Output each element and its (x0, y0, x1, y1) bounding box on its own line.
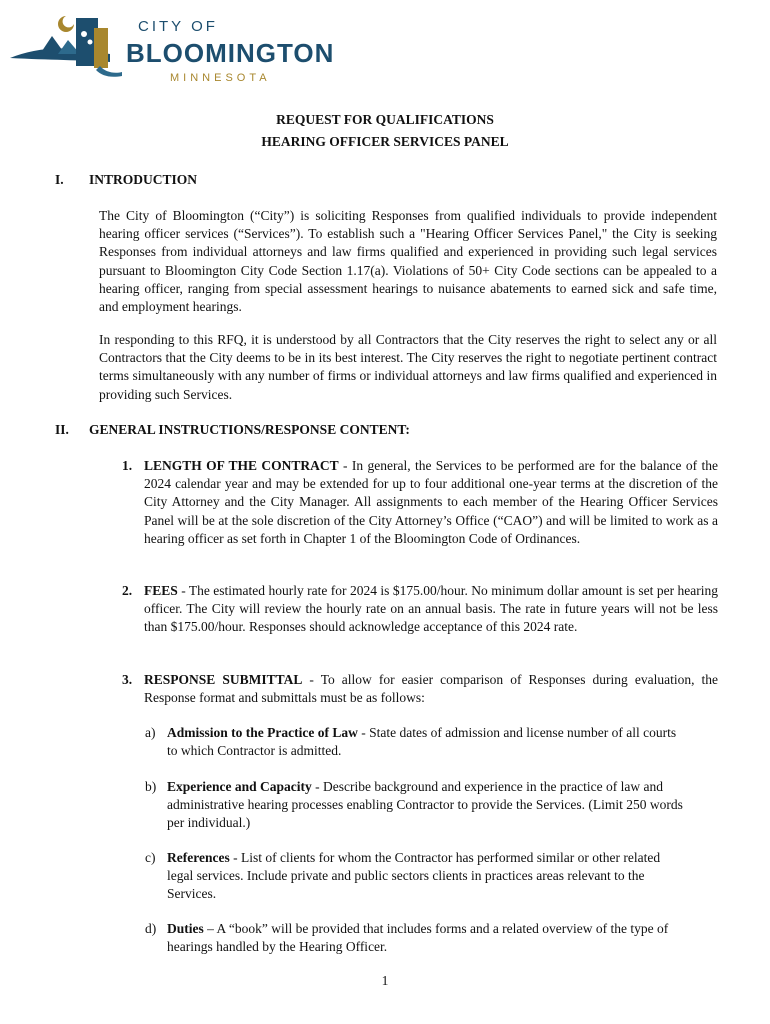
document-title: REQUEST FOR QUALIFICATIONS (276, 112, 494, 127)
subitem-references (145, 849, 685, 904)
document-subtitle: HEARING OFFICER SERVICES PANEL (261, 134, 509, 149)
subitem-letter: b) (145, 779, 157, 794)
bloomington-emblem-icon (10, 10, 125, 80)
list-item-label: LENGTH OF THE CONTRACT (144, 458, 339, 473)
list-item-contract-length (122, 457, 718, 548)
subitem-label: Duties (167, 921, 204, 936)
subitem-letter: c) (145, 850, 156, 865)
list-item-number: 1. (122, 458, 133, 473)
list-item-number: 3. (122, 672, 133, 687)
subitem-admission (145, 724, 685, 760)
list-item-fees (122, 582, 718, 637)
subitem-text: - State dates of admission and license number of all courts to which Contractor is admitted. (167, 725, 677, 759)
list-item-response-submittal (122, 671, 718, 707)
intro-paragraph-1: The City of Bloomington (“City”) is soliciting Responses from qualified individuals to provide independent hearing officer services (“Services”). To establish such a "Hearing Officer Services Panel," the City is seeking Responses from individual attorneys and law firms qualified and experienced in providing such legal services pursuant to Bloomington City Code Section 1.17(a). Violations of 50+ City Code sections can be appealed to a hearing officer, ranging from special assessment hearings to nuisance abatements to earned sick and safe time, and employment hearings. (99, 208, 717, 315)
subitem-label: Admission to the Practice of Law (167, 725, 358, 740)
intro-paragraph-2: In responding to this RFQ, it is understood by all Contractors that the City reserves the right to select any or all Contractors that the City deems to be in its best interest. The City reserves the right to negotiate pertinent contract terms simultaneously with any number of firms or individual attorneys and law firms qualified and experienced in providing such Services. (99, 332, 717, 402)
subitem-text: - List of clients for whom the Contractor has performed similar or other related legal services. Include private and public sectors clients in practices areas relevant to the Services. (167, 850, 661, 902)
section-2-number: II. (55, 422, 69, 437)
subitem-label: References (167, 850, 230, 865)
section-1-heading: INTRODUCTION (89, 172, 198, 187)
list-item-label: RESPONSE SUBMITTAL (144, 672, 303, 687)
subitem-label: Experience and Capacity (167, 779, 312, 794)
subitem-experience (145, 778, 685, 833)
logo-city-of: CITY OF (138, 18, 218, 35)
list-item-label: FEES (144, 583, 178, 598)
list-item-text: - In general, the Services to be performed are for the balance of the 2024 calendar year and may be extended for up to four additional one-year terms at the discretion of the City Attorney and the City Manager. All assignments to each member of the Hearing Officer Services Panel will be at the sole discretion of the City Attorney’s Office (“CAO”) and will be limited to work as a hearing officer as set forth in Chapter 1 of the Bloomington Code of Ordinances. (144, 458, 718, 546)
list-item-number: 2. (122, 583, 133, 598)
subitem-letter: a) (145, 725, 156, 740)
subitem-letter: d) (145, 921, 157, 936)
subitem-text: - Describe background and experience in the practice of law and administrative hearing processes enabling Contractor to provide the Services. (Limit 250 words per individual.) (167, 779, 683, 831)
subitem-text: – A “book” will be provided that includes forms and a related overview of the type of hearings handled by the Hearing Officer. (167, 921, 669, 955)
list-item-text: - The estimated hourly rate for 2024 is $175.00/hour. No minimum dollar amount is set per hearing officer. The City will review the hourly rate on an annual basis. The rate in future years will not be less than $175.00/hour. Responses should acknowledge acceptance of this 2024 rate. (144, 583, 718, 635)
city-logo (10, 10, 335, 88)
section-2-heading: GENERAL INSTRUCTIONS/RESPONSE CONTENT: (89, 422, 410, 437)
page-number: 1 (381, 973, 389, 988)
logo-city-name: BLOOMINGTON (126, 38, 335, 68)
list-item-text: - To allow for easier comparison of Responses during evaluation, the Response format and submittals must be as follows: (144, 672, 718, 706)
logo-state: MINNESOTA (170, 72, 271, 84)
section-1-number: I. (55, 172, 64, 187)
subitem-duties (145, 920, 685, 956)
